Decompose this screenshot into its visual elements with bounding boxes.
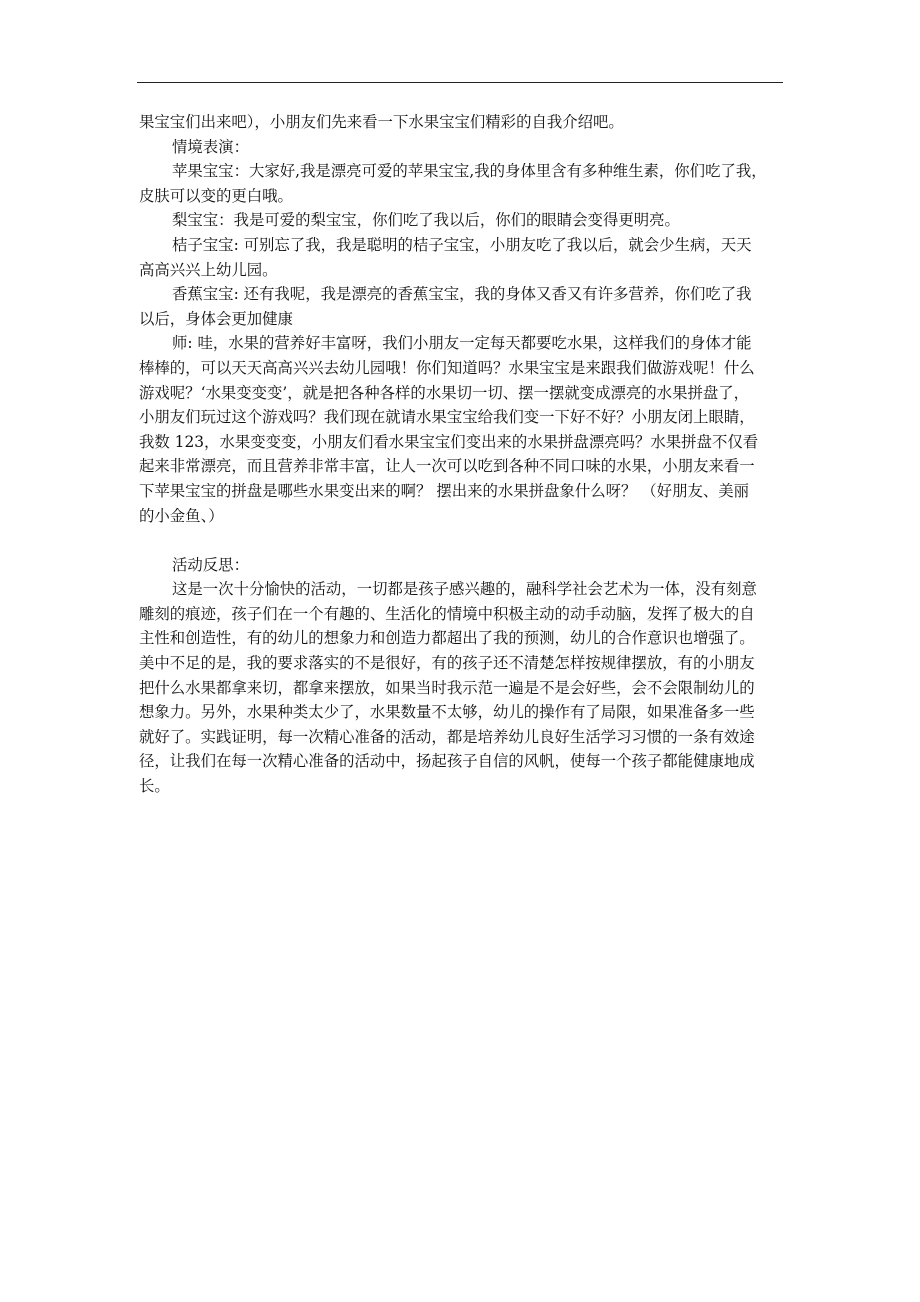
- text-line: 以后，身体会更加健康: [139, 309, 293, 328]
- text-line: 游戏呢？‘水果变变变’，就是把各种各样的水果切一切、摆一摆就变成漂亮的水果拼盘了，: [139, 383, 750, 402]
- text-line: 的小金鱼、）: [139, 506, 224, 525]
- text-line: 我数 123，水果变变变，小朋友们看水果宝宝们变出来的水果拼盘漂亮吗？水果拼盘不仅看: [139, 432, 759, 451]
- text-line: 起来非常漂亮，而且营养非常丰富，让人一次可以吃到各种不同口味的水果，小朋友来看一: [139, 457, 755, 476]
- section-heading-reflection: 活动反思：: [172, 555, 249, 574]
- section-heading-scenario: 情境表演：: [172, 137, 249, 156]
- text-line: 主性和创造性，有的幼儿的想象力和创造力都超出了我的预测，幼儿的合作意识也增强了。: [139, 629, 755, 648]
- text-line: 梨宝宝：我是可爱的梨宝宝，你们吃了我以后，你们的眼睛会变得更明亮。: [172, 211, 680, 230]
- header-rule: [137, 82, 783, 83]
- blank-line: [139, 528, 791, 553]
- text-line: 雕刻的痕迹，孩子们在一个有趣的、生活化的情境中积极主动的动手动脑，发挥了极大的自: [139, 604, 755, 623]
- text-line: 小朋友们玩过这个游戏吗？我们现在就请水果宝宝给我们变一下好不好？小朋友闭上眼睛，: [139, 408, 755, 427]
- text-line: 就好了。实践证明，每一次精心准备的活动，都是培养幼儿良好生活学习习惯的一条有效途: [139, 727, 755, 746]
- text-line: 桔子宝宝: 可别忘了我，我是聪明的桔子宝宝，小朋友吃了我以后，就会少生病，天天: [172, 235, 752, 254]
- text-line: 果宝宝们出来吧），小朋友们先来看一下水果宝宝们精彩的自我介绍吧。: [139, 113, 624, 131]
- text-line: 高高兴兴上幼儿园。: [139, 260, 278, 279]
- text-line: 皮肤可以变的更白哦。: [139, 186, 293, 205]
- text-line: 径，让我们在每一次精心准备的活动中，扬起孩子自信的风帆，使每一个孩子都能健康地成: [139, 752, 755, 771]
- text-line: 把什么水果都拿来切，都拿来摆放，如果当时我示范一遍是不是会好些，会不会限制幼儿的: [139, 678, 755, 697]
- text-line: 苹果宝宝：大家好,我是漂亮可爱的苹果宝宝,我的身体里含有多种维生素，你们吃了我，: [172, 162, 767, 181]
- text-line: 美中不足的是，我的要求落实的不是很好，有的孩子还不清楚怎样按规律摆放，有的小朋友: [139, 654, 755, 673]
- text-line: 长。: [139, 777, 170, 796]
- text-line: 想象力。另外，水果种类太少了，水果数量不太够，幼儿的操作有了局限，如果准备多一些: [139, 703, 755, 722]
- text-line: 师: 哇，水果的营养好丰富呀，我们小朋友一定每天都要吃水果，这样我们的身体才能: [172, 334, 752, 353]
- text-line: 这是一次十分愉快的活动，一切都是孩子感兴趣的，融科学社会艺术为一体，没有刻意: [172, 580, 757, 599]
- text-line: 香蕉宝宝: 还有我呢，我是漂亮的香蕉宝宝，我的身体又香又有许多营养，你们吃了我: [172, 285, 752, 304]
- body-text: [139, 110, 791, 799]
- text-line: 棒棒的，可以天天高高兴兴去幼儿园哦！你们知道吗？水果宝宝是来跟我们做游戏呢！什么: [139, 358, 755, 377]
- text-line: 下苹果宝宝的拼盘是哪些水果变出来的啊？ 摆出来的水果拼盘象什么呀？ （好朋友、美丽: [139, 481, 750, 500]
